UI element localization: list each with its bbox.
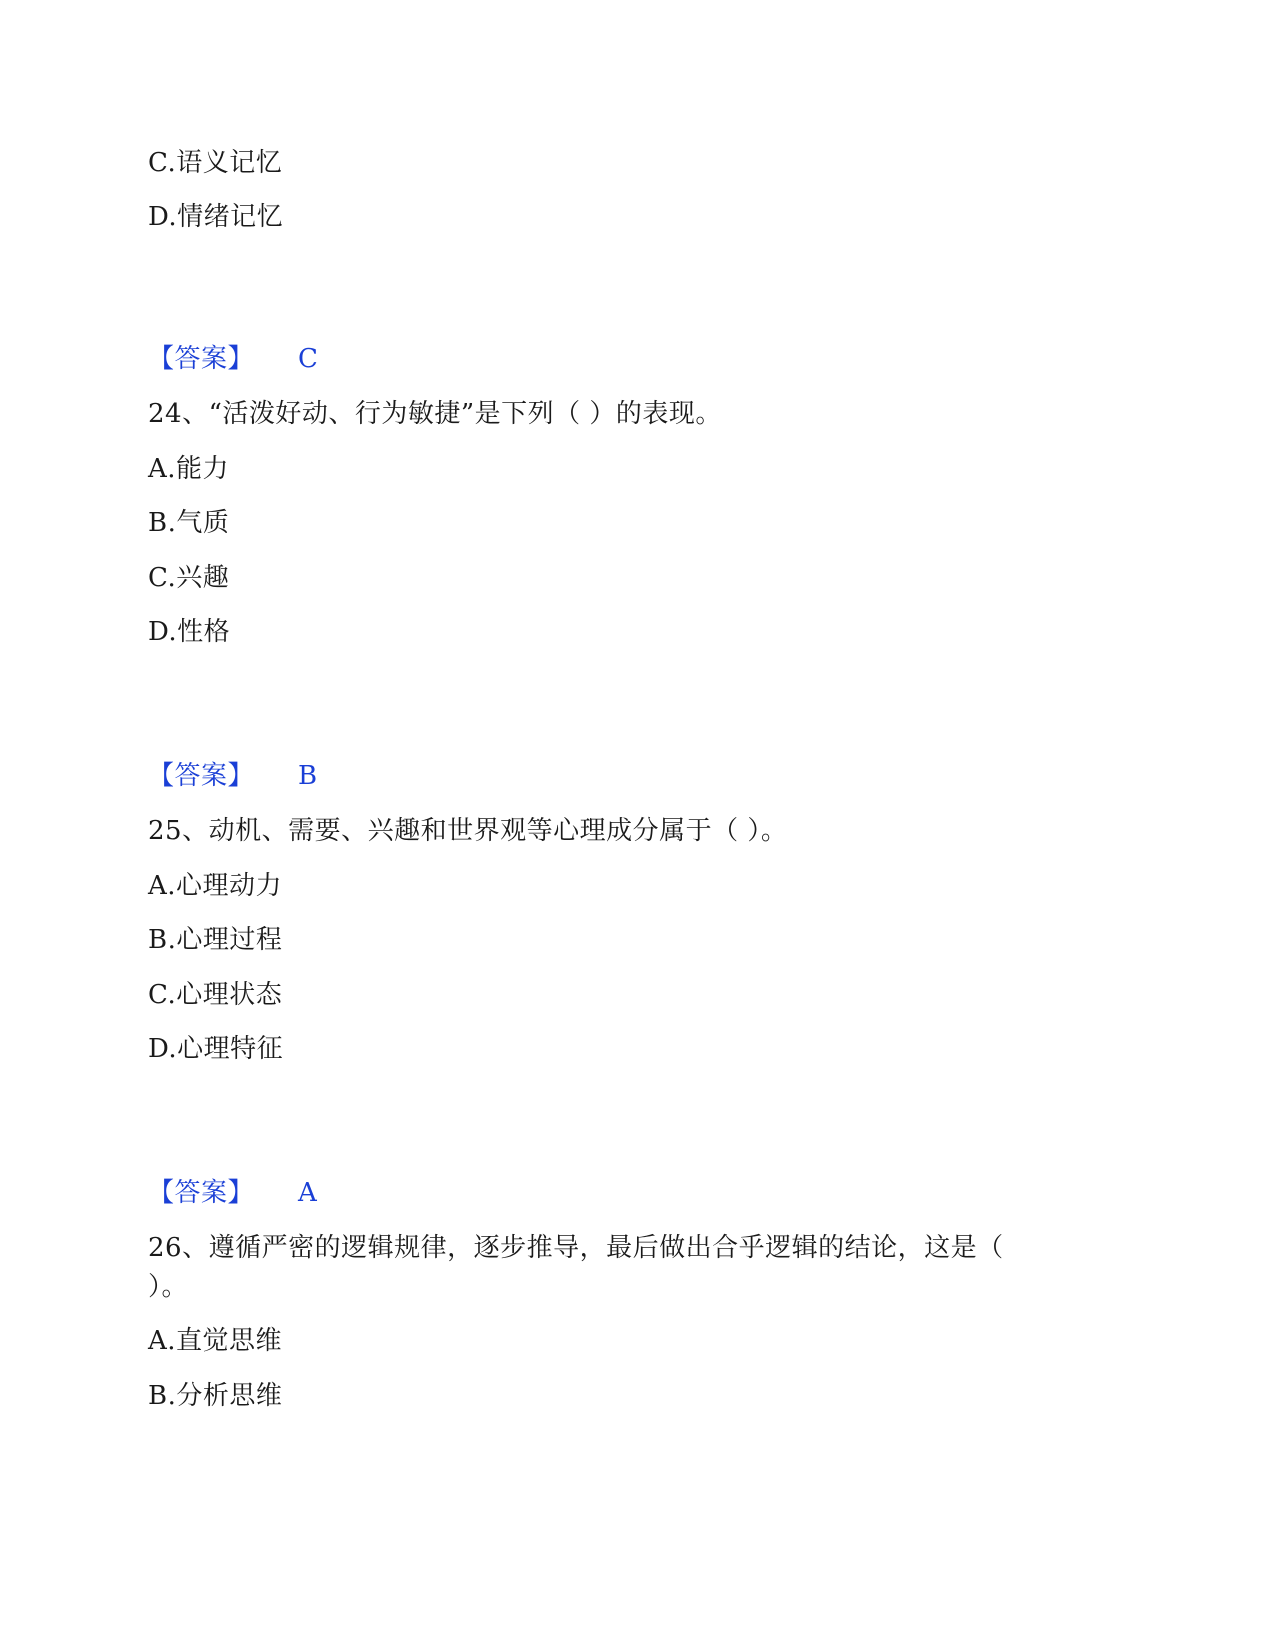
answer-value: A: [298, 1178, 318, 1208]
answer-label: 【答案】: [148, 761, 255, 791]
answer-value: C: [298, 344, 319, 374]
question-stem: 24、“活泼好动、行为敏捷”是下列（ ）的表现。: [148, 399, 722, 429]
answer-label: 【答案】: [148, 344, 255, 374]
option-a: A.能力: [148, 454, 230, 484]
option-a: A.直觉思维: [148, 1326, 283, 1356]
option-a: A.心理动力: [148, 871, 283, 901]
option-d: D.心理特征: [148, 1034, 284, 1064]
option-b: B.心理过程: [148, 925, 283, 955]
option-d: D.性格: [148, 617, 231, 647]
option-c: C.语义记忆: [148, 148, 283, 178]
answer-value: B: [298, 761, 318, 791]
answer-line: [148, 1176, 317, 1210]
answer-label: 【答案】: [148, 1178, 255, 1208]
option-c: C.兴趣: [148, 563, 230, 593]
answer-line: [148, 759, 318, 793]
question-stem: 25、动机、需要、兴趣和世界观等心理成分属于（ ）。: [148, 816, 788, 846]
option-b: B.气质: [148, 508, 230, 538]
question-stem-line2: ）。: [148, 1272, 189, 1302]
option-d: D.情绪记忆: [148, 202, 284, 232]
option-b: B.分析思维: [148, 1381, 283, 1411]
answer-line: [148, 342, 318, 376]
question-stem-line1: 26、遵循严密的逻辑规律，逐步推导，最后做出合乎逻辑的结论，这是（: [148, 1233, 1004, 1263]
option-c: C.心理状态: [148, 980, 283, 1010]
